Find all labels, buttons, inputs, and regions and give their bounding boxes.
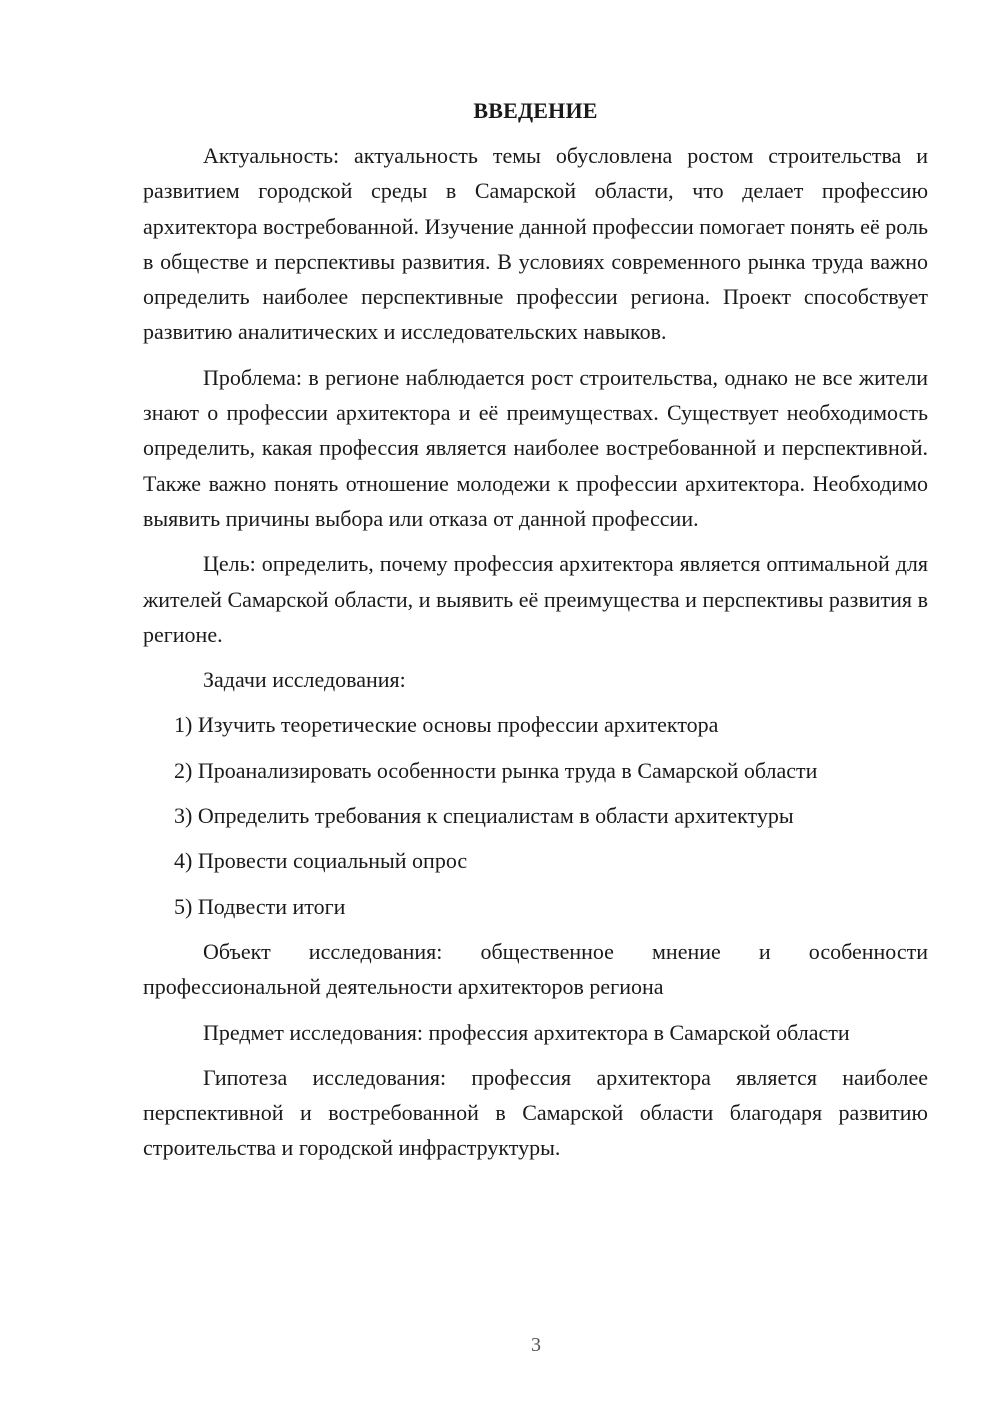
task-item-3: 3) Определить требования к специалистам в области архитектуры — [174, 803, 794, 829]
task-item-1: 1) Изучить теоретические основы профессии архитектора — [174, 712, 719, 738]
page-number — [72, 1333, 1000, 1357]
relevance-paragraph: Актуальность: актуальность темы обусловлена ростом строительства и развитием городской среды в Самарской области, что делает профессию архитектора востребованной. Изучение данной профессии помогает понять её роль в обществе и перспективы развития. В условиях современного рынка труда важно определить наиболее перспективные профессии региона. Проект способствует развитию аналитических и исследовательских навыков. — [143, 143, 928, 345]
subject-paragraph: Предмет исследования: профессия архитектора в Самарской области — [203, 1019, 850, 1045]
hypothesis-paragraph: Гипотеза исследования: профессия архитектора является наиболее перспективной и востребованной в Самарской области благодаря развитию строительства и городской инфраструктуры. — [143, 1064, 928, 1161]
task-item-4: 4) Провести социальный опрос — [174, 848, 468, 874]
task-item-5: 5) Подвести итоги — [174, 893, 346, 919]
task-list — [143, 707, 928, 923]
section-title: ВВЕДЕНИЕ — [473, 98, 598, 123]
object-paragraph: Объект исследования: общественное мнение и особенности профессиональной деятельности архитекторов региона — [143, 938, 928, 1000]
task-item-2: 2) Проанализировать особенности рынка труда в Самарской области — [174, 757, 818, 783]
page-number-text: 3 — [531, 1334, 541, 1356]
goal-paragraph: Цель: определить, почему профессия архитектора является оптимальной для жителей Самарской области, и выявить её преимущества и перспективы развития в регионе. — [143, 551, 928, 647]
tasks-heading: Задачи исследования: — [203, 667, 406, 693]
problem-paragraph: Проблема: в регионе наблюдается рост строительства, однако не все жители знают о профессии архитектора и её преимуществах. Существует необходимость определить, какая профессия является наиболее востребованной и перспективной. Также важно понять отношение молодежи к профессии архитектора. Необходимо выявить причины выбора или отказа от данной профессии. — [143, 364, 928, 531]
page-content — [143, 95, 928, 1176]
